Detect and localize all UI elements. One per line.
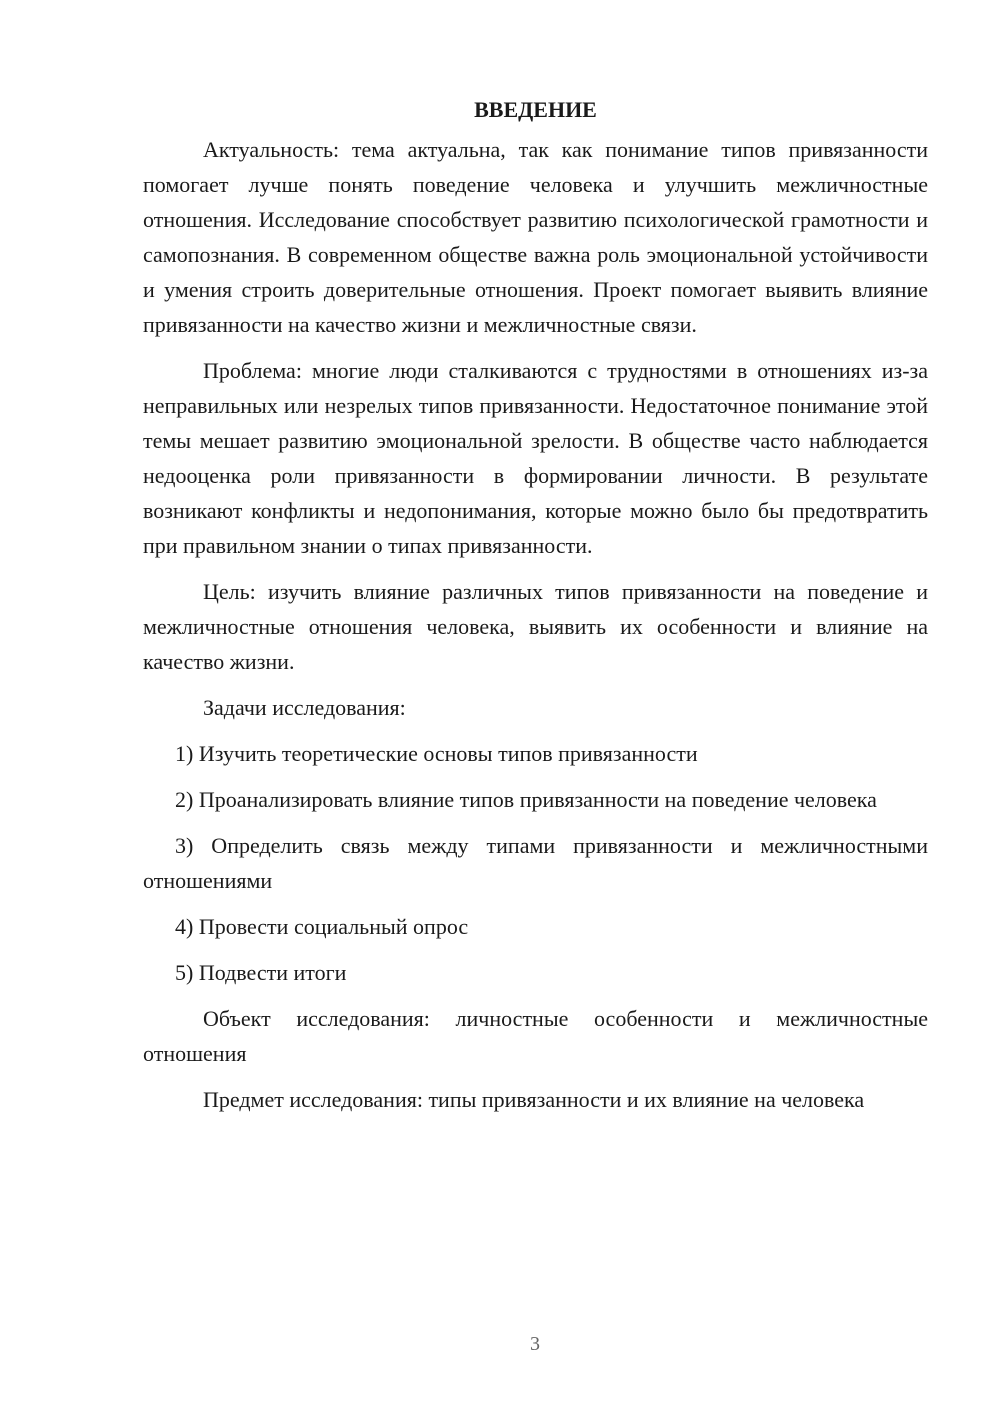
section-title: ВВЕДЕНИЕ	[474, 97, 597, 122]
task-item-1: 1) Изучить теоретические основы типов привязанности	[175, 741, 698, 766]
paragraph-subject: Предмет исследования: типы привязанности и их влияние на человека	[203, 1087, 865, 1112]
task-item-4: 4) Провести социальный опрос	[175, 914, 469, 939]
task-item-3: 3) Определить связь между типами привязанности и межличностными отношениями	[143, 833, 928, 893]
task-item-2: 2) Проанализировать влияние типов привязанности на поведение человека	[175, 787, 877, 812]
paragraph-goal: Цель: изучить влияние различных типов привязанности на поведение и межличностные отношения человека, выявить их особенности и влияние на качество жизни.	[143, 579, 928, 674]
paragraph-object: Объект исследования: личностные особенности и межличностные отношения	[143, 1006, 928, 1066]
paragraph-problem: Проблема: многие люди сталкиваются с трудностями в отношениях из-за неправильных или незрелых типов привязанности. Недостаточное понимание этой темы мешает развитию эмоциональной зрелости. В обществе часто наблюдается недооценка роли привязанности в формировании личности. В результате возникают конфликты и недопонимания, которые можно было бы предотвратить при правильном знании о типах привязанности.	[143, 358, 928, 558]
paragraph-relevance: Актуальность: тема актуальна, так как понимание типов привязанности помогает лучше понять поведение человека и улучшить межличностные отношения. Исследование способствует развитию психологической грамотности и самопознания. В современном обществе важна роль эмоциональной устойчивости и умения строить доверительные отношения. Проект помогает выявить влияние привязанности на качество жизни и межличностные связи.	[143, 137, 928, 337]
task-item-5: 5) Подвести итоги	[175, 960, 347, 985]
tasks-heading: Задачи исследования:	[203, 695, 406, 720]
page-content	[143, 92, 928, 1128]
page-number: 3	[530, 1333, 540, 1355]
